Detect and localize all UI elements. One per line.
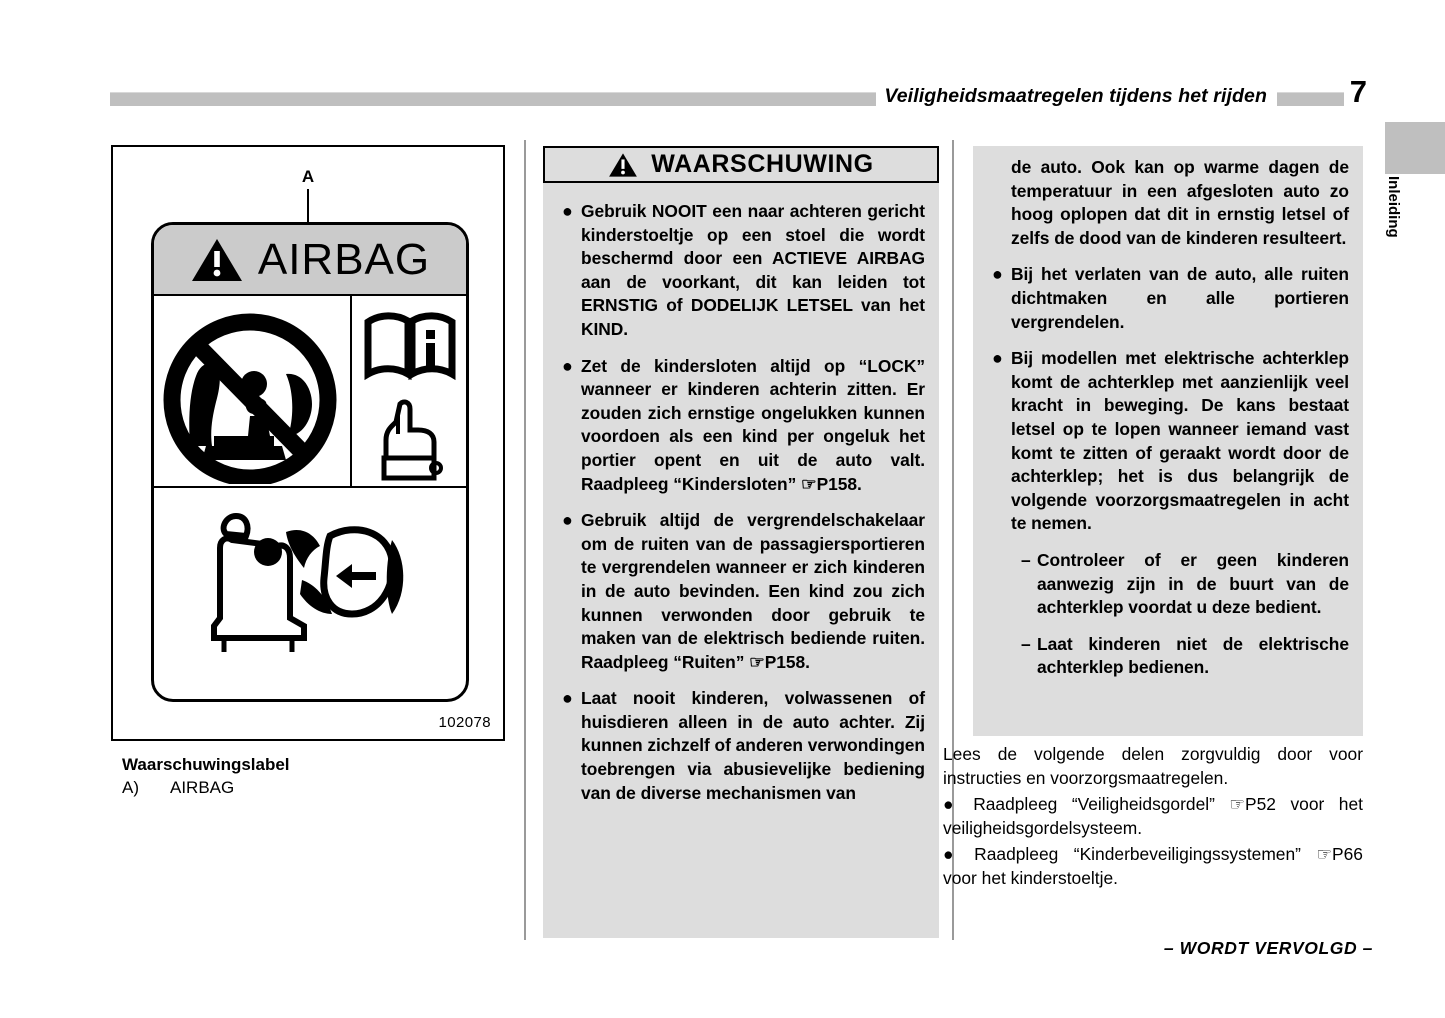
figure-reference-code: 102078 <box>438 714 491 731</box>
warning-list-item <box>557 200 925 342</box>
section-tab-label: Inleiding <box>1385 176 1402 238</box>
spacer <box>987 156 1011 250</box>
warning-sub-list-item <box>1011 633 1349 680</box>
warning-callout-body <box>543 190 939 826</box>
warning-callout-box <box>543 146 939 938</box>
figure-callout-letter: A <box>301 167 315 186</box>
page-title: Veiligheidsmaatregelen tijdens het rijden <box>876 83 1277 109</box>
page-number: 7 <box>1344 74 1373 110</box>
warning-callout-continuation-box <box>973 146 1363 736</box>
airbag-label-right-icons <box>352 296 469 486</box>
dash-icon: – <box>1021 633 1031 654</box>
airbag-label-header <box>154 225 466 296</box>
warning-list-item-text: Gebruik NOOIT een naar achteren gericht kinderstoeltje op een stoel die wordt beschermd door een ACTIEVE AIRBAG aan de voorkant, dit kan leiden tot ERNSTIG of DODELIJK LETSEL van het KIND. <box>581 201 925 339</box>
warning-list-item <box>557 509 925 674</box>
warning-callout-heading: WAARSCHUWING <box>651 150 874 178</box>
bullet-icon: ● <box>562 355 573 376</box>
bullet-icon: ● <box>992 348 1003 369</box>
reference-list-item-text: Raadpleeg “Kinderbeveiligingssystemen” ☞P66 voor het kinderstoeltje. <box>943 844 1363 888</box>
bullet-icon: ● <box>943 844 965 864</box>
figure-caption-item <box>122 778 234 798</box>
warning-list-item <box>557 687 925 805</box>
section-tab-marker <box>1385 122 1445 174</box>
figure-frame <box>111 145 505 741</box>
bullet-icon: ● <box>943 794 964 814</box>
reference-list-item-text: Raadpleeg “Veiligheidsgordel” ☞P52 voor het veiligheidsgordelsysteem. <box>943 794 1363 838</box>
figure-caption-title: Waarschuwingslabel <box>122 755 290 774</box>
airbag-label-middle-row <box>154 296 466 488</box>
dash-icon: – <box>1021 549 1031 570</box>
bullet-icon: ● <box>992 264 1003 285</box>
bullet-icon: ● <box>562 201 573 221</box>
bullet-icon: ● <box>562 688 573 709</box>
warning-list-item-text: Gebruik altijd de vergrendelschakelaar om de ruiten van de passagiersportieren te vergrendelen wanneer er zich kinderen in de auto bevinden. Een kind zou zich kunnen verwonden door gebruik te maken van de elektrisch bediende ruiten. Raadpleeg “Ruiten” ☞P158. <box>581 510 925 672</box>
warning-list-item-text: Bij het verlaten van de auto, alle ruiten dichtmaken en alle portieren vergrendelen. <box>1011 264 1349 332</box>
warning-callout-header <box>543 146 939 183</box>
warning-list-item <box>987 263 1349 334</box>
no-rear-facing-child-seat-icon <box>154 296 352 486</box>
warning-sub-list-item-text: Controleer of er geen kinderen aanwezig zijn in de buurt van de achterklep voordat u deze bedient. <box>1037 549 1349 618</box>
warning-triangle-icon <box>190 237 244 283</box>
warning-list-item-text: Laat nooit kinderen, volwassenen of huisdieren alleen in de auto achter. Zij kunnen zichzelf of anderen verwondingen toebrengen via abusievelijke bediening van de diverse mechanismen van <box>581 688 925 803</box>
warning-sub-list-item-text: Laat kinderen niet de elektrische achterklep bedienen. <box>1037 633 1349 678</box>
warning-list-item <box>557 355 925 497</box>
warning-continuation-paragraph <box>987 156 1349 250</box>
figure-caption-key: A) <box>122 778 139 797</box>
figure-caption-value: AIRBAG <box>170 778 235 797</box>
reference-section <box>943 742 1363 892</box>
airbag-deployment-icon <box>154 488 466 693</box>
warning-list-item-text: Bij modellen met elektrische achterklep komt de achterklep met aanzienlijk veel kracht in beweging. De kans bestaat letsel op te lopen wanneer iemand vast komt te zitten of geraakt wordt door de achterklep; het is dus belangrijk de volgende voorzorgsmaatregelen in acht te nemen. <box>1011 348 1349 534</box>
warning-sub-list-item <box>1011 549 1349 620</box>
warning-list-item-text: Zet de kindersloten altijd op “LOCK” wanneer er kinderen achterin zitten. Er zouden zich ernstige ongelukken kunnen voordoen als een kind per ongeluk het portier opent en uit de auto valt. Raadpleeg “Kindersloten” ☞P158. <box>581 355 925 494</box>
warning-triangle-icon <box>608 152 638 178</box>
warning-continuation-text: de auto. Ook kan op warme dagen de temperatuur in een afgesloten auto zo hoog oplopen dat dit in ernstig letsel of zelfs de dood van de kinderen resulteert. <box>1011 157 1349 248</box>
airbag-warning-label-graphic <box>151 222 469 702</box>
column-separator-left <box>524 140 526 940</box>
warning-list-item <box>987 347 1349 536</box>
reference-intro-paragraph: Lees de volgende delen zorgvuldig door voor instructies en voorzorgsmaatregelen. <box>943 744 1363 788</box>
airbag-label-heading-text: AIRBAG <box>257 234 431 284</box>
reference-list-item <box>943 842 1363 890</box>
reference-list-item <box>943 792 1363 840</box>
bullet-icon: ● <box>562 510 573 531</box>
continued-footer-note: – WORDT VERVOLGD – <box>1163 938 1373 958</box>
